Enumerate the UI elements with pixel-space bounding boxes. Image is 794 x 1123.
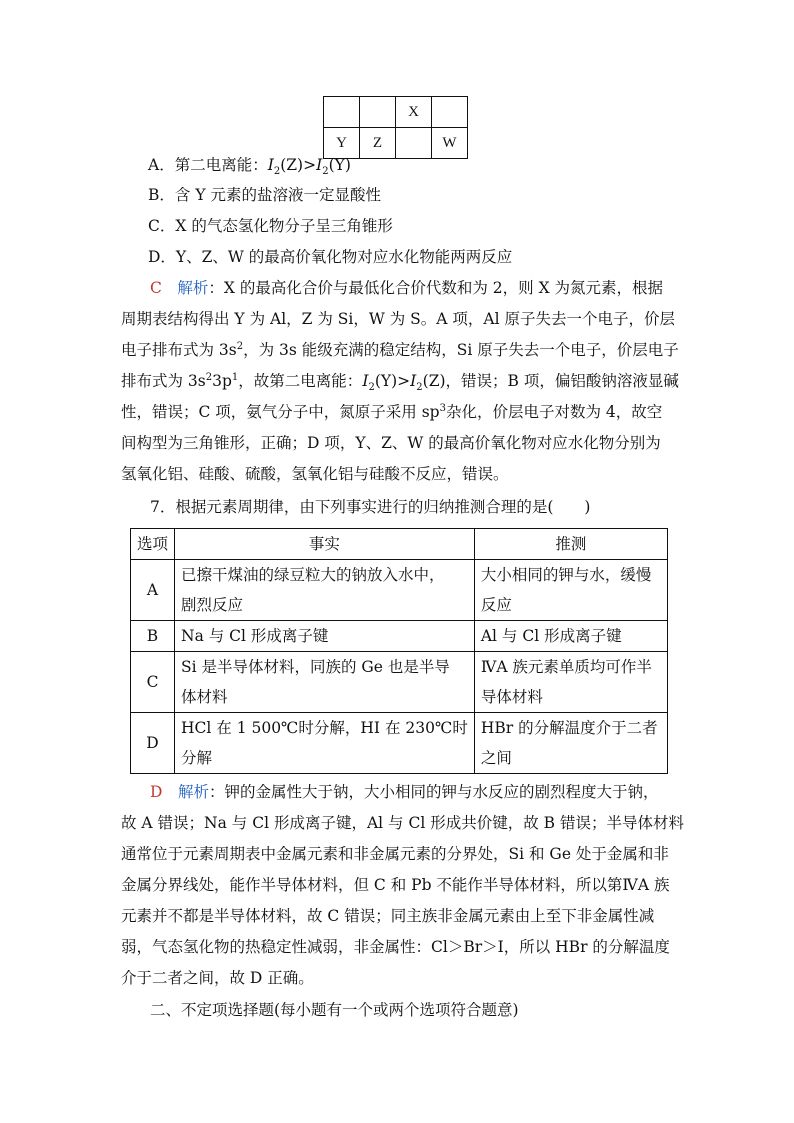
cell-text: 导体材料	[480, 688, 543, 706]
superscript: 2	[236, 340, 244, 352]
section-heading: 二、不定项选择题(每小题有一个或两个选项符合题意)	[150, 1001, 519, 1019]
explanation-text: 杂化，价层电子对数为 4，故空	[445, 403, 663, 421]
q7-explanation-line: 金属分界线处，能作半导体材料，但 C 和 Pb 不能作半导体材料，所以第ⅣA 族	[121, 876, 670, 894]
subscript: 2	[322, 166, 329, 178]
q7-facts-table	[130, 528, 668, 774]
superscript: 3	[439, 402, 446, 414]
q7-answer: D	[150, 783, 163, 801]
row-guess	[474, 560, 667, 621]
q6-explanation-line	[121, 370, 679, 392]
periodic-position-grid	[323, 96, 468, 159]
cell-text: 之间	[480, 749, 512, 767]
subscript: 2	[273, 166, 281, 178]
explanation-text: 排布式为 3s	[121, 372, 206, 390]
table-header-row	[131, 529, 668, 560]
grid-cell-y: Y	[324, 128, 360, 159]
cell-text: ⅣA 族元素单质均可作半	[480, 658, 652, 676]
q7-explanation-line	[150, 781, 658, 803]
q7-explanation-line: 故 A 错误；Na 与 Cl 形成离子键，Al 与 Cl 形成共价键，故 B 错误；半导体材料	[121, 814, 684, 832]
q7-stem: 7．根据元素周期律，由下列事实进行的归纳推测合理的是( )	[150, 498, 591, 516]
row-guess	[474, 713, 667, 774]
row-guess	[474, 652, 667, 713]
grid-cell-z: Z	[360, 128, 396, 159]
cell-text: HBr 的分解温度介于二者	[480, 719, 658, 737]
q7-explanation-line: 介于二者之间，故 D 正确。	[121, 969, 314, 987]
q7-analysis-label: 解析	[177, 783, 209, 801]
cell-text: HCl 在 1 500℃时分解，HI 在 230℃时	[181, 719, 468, 737]
q6-analysis-label: 解析	[177, 279, 209, 297]
q6-explanation-line: 间构型为三角锥形，正确；D 项，Y、Z、W 的最高价氧化物对应水化物分别为	[121, 434, 661, 452]
row-fact	[175, 652, 475, 713]
grid-cell-w: W	[432, 128, 468, 159]
explanation-text: (Z)，错误；B 项，偏铝酸钠溶液显碱	[422, 372, 679, 390]
header-guess: 推测	[474, 529, 667, 560]
cell-text: Al 与 Cl 形成离子键	[480, 627, 622, 645]
option-a-text: (Y)	[328, 156, 351, 174]
q6-option-b: B．含 Y 元素的盐溶液一定显酸性	[148, 186, 381, 204]
ionization-symbol: I	[410, 372, 417, 390]
table-row	[131, 713, 668, 774]
ionization-symbol: I	[267, 156, 274, 174]
table-row	[131, 652, 668, 713]
q7-explanation-line: 通常位于元素周期表中金属元素和非金属元素的分界处，Si 和 Ge 处于金属和非	[121, 845, 669, 863]
q6-explanation-line	[121, 339, 679, 361]
q6-explanation-line	[150, 277, 663, 299]
superscript: 1	[231, 371, 239, 383]
cell-text: 反应	[480, 596, 512, 614]
row-fact	[175, 621, 475, 652]
row-fact	[175, 713, 475, 774]
header-option: 选项	[131, 529, 175, 560]
q7-explanation-line: 弱，气态氢化物的热稳定性减弱，非金属性：Cl＞Br＞I，所以 HBr 的分解温度	[121, 938, 670, 956]
grid-cell-x: X	[396, 97, 432, 128]
superscript: 2	[205, 371, 213, 383]
cell-text: Na 与 Cl 形成离子键	[181, 627, 329, 645]
header-fact: 事实	[175, 529, 475, 560]
q6-option-a	[148, 154, 351, 176]
subscript: 2	[416, 382, 423, 394]
q6-option-c: C．X 的气态氢化物分子呈三角锥形	[148, 217, 393, 235]
explanation-text: 电子排布式为 3s	[121, 341, 237, 359]
table-row	[131, 621, 668, 652]
grid-cell	[324, 97, 360, 128]
explanation-text: ，为 3s 能级充满的稳定结构，Si 原子失去一个电子，价层电子	[243, 341, 679, 359]
explanation-text: 性，错误；C 项，氨气分子中，氮原子采用 sp	[121, 403, 440, 421]
row-guess	[474, 621, 667, 652]
explanation-text: 3p	[212, 372, 232, 390]
explanation-text: (Y)>	[374, 372, 411, 390]
q6-explanation-line: 周期表结构得出 Y 为 Al，Z 为 Si，W 为 S。A 项，Al 原子失去一个电子，价层	[121, 310, 675, 328]
explanation-text: ，故第二电离能：	[238, 372, 363, 390]
grid-cell	[360, 97, 396, 128]
row-fact	[175, 560, 475, 621]
q6-answer: C	[150, 279, 162, 297]
option-a-text: A．第二电离能：	[148, 156, 268, 174]
option-a-text: (Z)>	[280, 156, 317, 174]
row-option: A	[131, 560, 175, 621]
q6-option-d: D．Y、Z、W 的最高价氧化物对应水化物能两两反应	[148, 248, 513, 266]
q6-explanation-line	[121, 401, 662, 423]
grid-cell	[396, 128, 432, 159]
ionization-symbol: I	[362, 372, 369, 390]
cell-text: 大小相同的钾与水，缓慢	[480, 566, 652, 584]
cell-text: Si 是半导体材料，同族的 Ge 也是半导	[181, 658, 450, 676]
explanation-text: ：钾的金属性大于钠，大小相同的钾与水反应的剧烈程度大于钠，	[208, 783, 659, 801]
ionization-symbol: I	[316, 156, 323, 174]
cell-text: 剧烈反应	[181, 596, 244, 614]
row-option: D	[131, 713, 175, 774]
q7-explanation-line: 元素并不都是半导体材料，故 C 错误；同主族非金属元素由上至下非金属性减	[121, 907, 655, 925]
cell-text: 体材料	[181, 688, 228, 706]
subscript: 2	[368, 382, 375, 394]
cell-text: 分解	[181, 749, 213, 767]
table-row	[131, 560, 668, 621]
q6-explanation-line: 氢氧化铝、硅酸、硫酸，氢氧化铝与硅酸不反应，错误。	[121, 465, 509, 483]
grid-row-1	[324, 97, 468, 128]
explanation-text: ：X 的最高化合价与最低化合价代数和为 2，则 X 为氮元素，根据	[208, 279, 664, 297]
row-option: C	[131, 652, 175, 713]
grid-cell	[432, 97, 468, 128]
row-option: B	[131, 621, 175, 652]
cell-text: 已擦干煤油的绿豆粒大的钠放入水中，	[181, 566, 445, 584]
